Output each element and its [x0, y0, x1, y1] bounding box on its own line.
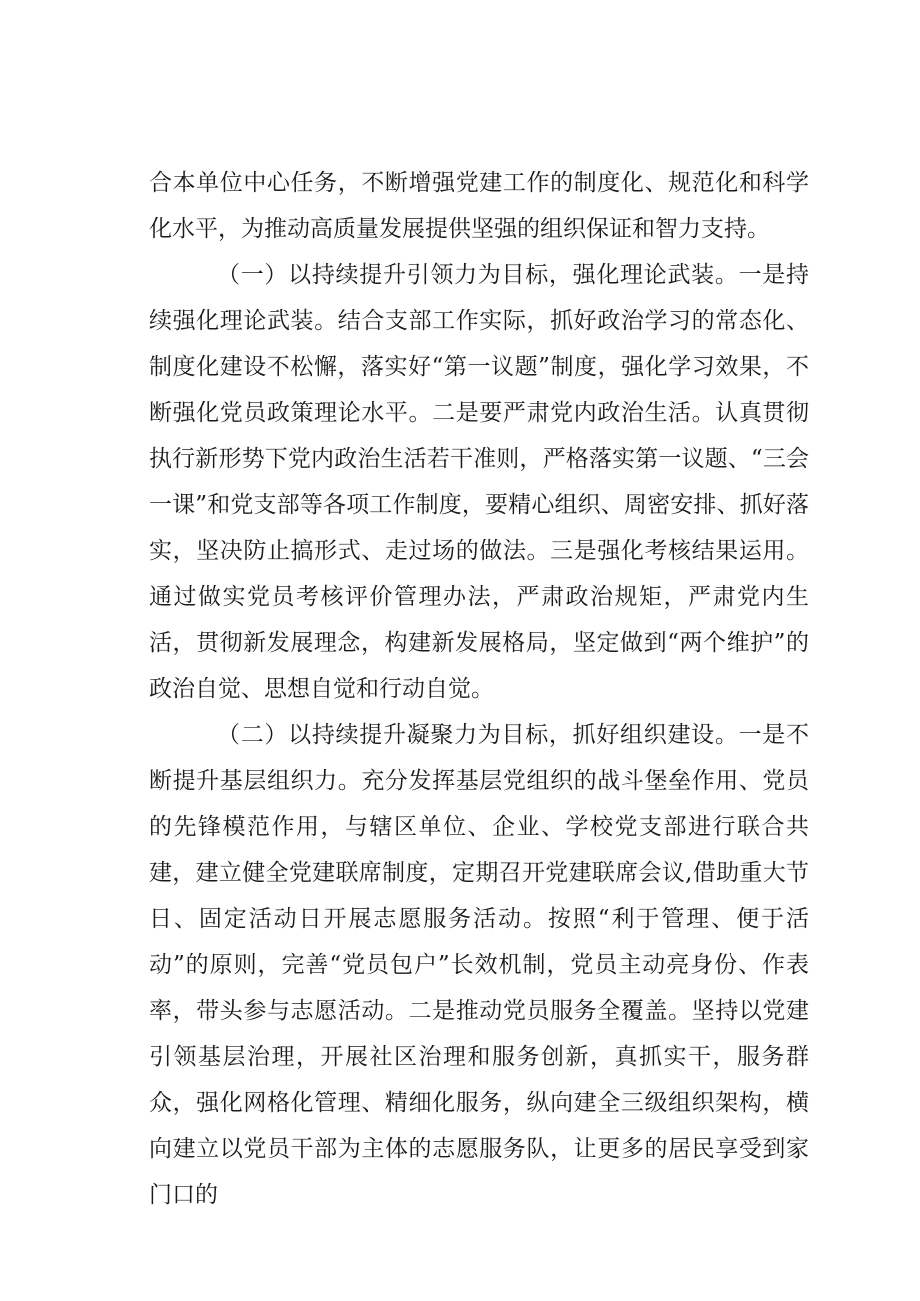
paragraph-section-one: （一）以持续提升引领力为目标，强化理论武装。一是持续强化理论武装。结合支部工作实际，抓好政治学习的常态化、制度化建设不松懈，落实好“第一议题”制度，强化学习效果，不断强化党员政策理论水平。二是要严肃党内政治生活。认真贯彻执行新形势下党内政治生活若干准则，严格落实第一议题、“三会一课”和党支部等各项工作制度，要精心组织、周密安排、抓好落实，坚决防止搞形式、走过场的做法。三是强化考核结果运用。通过做实党员考核评价管理办法，严肃政治规矩，严肃党内生活，贯彻新发展理念，构建新发展格局，坚定做到“两个维护”的政治自觉、思想自觉和行动自觉。 [149, 262, 809, 702]
paragraph-continuation: 合本单位中心任务，不断增强党建工作的制度化、规范化和科学化水平，为推动高质量发展提供坚强的组织保证和智力支持。 [149, 170, 809, 242]
body-text [149, 160, 809, 1218]
paragraph-section-two: （二）以持续提升凝聚力为目标，抓好组织建设。一是不断提升基层组织力。充分发挥基层党组织的战斗堡垒作用、党员的先锋模范作用，与辖区单位、企业、学校党支部进行联合共建，建立健全党建联席制度，定期召开党建联席会议,借助重大节日、固定活动日开展志愿服务活动。按照“利于管理、便于活动”的原则，完善“党员包户”长效机制，党员主动亮身份、作表率，带头参与志愿活动。二是推动党员服务全覆盖。坚持以党建引领基层治理，开展社区治理和服务创新，真抓实干，服务群众，强化网格化管理、精细化服务，纵向建全三级组织架构，横向建立以党员干部为主体的志愿服务队，让更多的居民享受到家门口的 [149, 722, 809, 1208]
